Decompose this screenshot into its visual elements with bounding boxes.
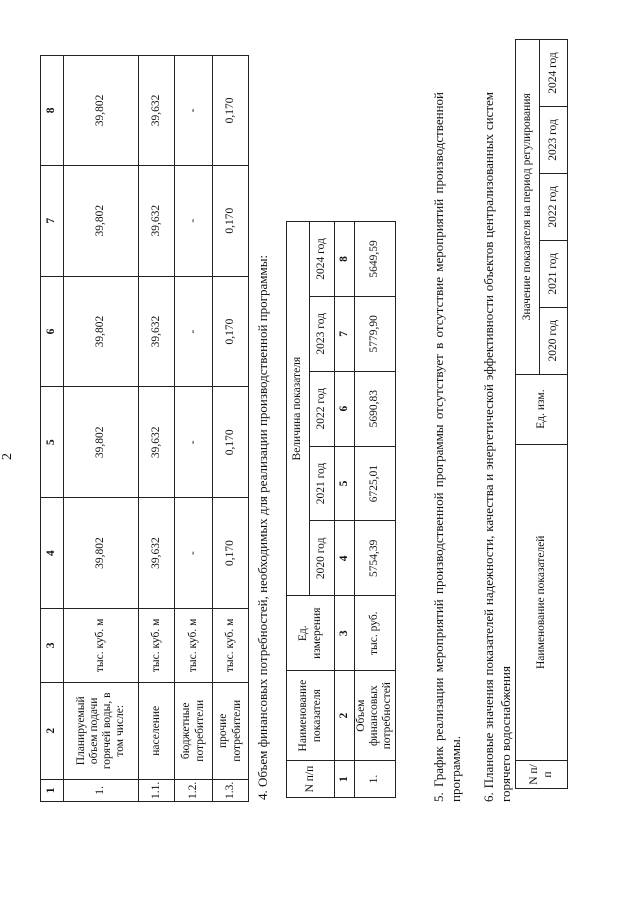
row-value: 39,802 xyxy=(64,276,139,387)
water-volume-table xyxy=(40,55,249,802)
row-value: 0,170 xyxy=(213,276,249,387)
table-row xyxy=(64,56,139,802)
column-number: 6 xyxy=(335,371,355,446)
year-header: 2022 год xyxy=(310,371,335,446)
column-number: 7 xyxy=(41,165,64,276)
row-value: 39,632 xyxy=(139,498,175,609)
column-number: 8 xyxy=(41,56,64,166)
row-value: 5649,59 xyxy=(355,222,396,297)
row-number: 1.1. xyxy=(139,779,175,801)
column-number: 2 xyxy=(41,682,64,779)
year-header: 2021 год xyxy=(310,446,335,521)
row-value: 39,632 xyxy=(139,276,175,387)
row-value: - xyxy=(175,56,213,166)
row-value: 5754,39 xyxy=(355,521,396,596)
column-number: 3 xyxy=(335,596,355,671)
year-header: 2020 год xyxy=(540,307,568,374)
row-name: бюджетные потребители xyxy=(175,682,213,779)
page-number: 2 xyxy=(0,453,15,460)
row-value: 39,632 xyxy=(139,387,175,498)
column-group-header: Значение показателя на период регулирования xyxy=(516,40,540,375)
table-header-row xyxy=(516,40,540,789)
year-header: 2023 год xyxy=(310,296,335,371)
row-value: 39,802 xyxy=(64,387,139,498)
column-header: N п/п xyxy=(516,761,568,789)
row-unit: тыс. руб. xyxy=(355,596,396,671)
column-header: Наименование показателей xyxy=(516,444,568,761)
year-header: 2020 год xyxy=(310,521,335,596)
row-value: - xyxy=(175,498,213,609)
row-value: 5779,90 xyxy=(355,296,396,371)
table-row xyxy=(139,56,175,802)
row-name: Объем финансовых потребностей xyxy=(355,671,396,761)
row-unit: тыс. куб. м xyxy=(213,608,249,682)
row-value: 39,802 xyxy=(64,56,139,166)
row-value: 0,170 xyxy=(213,165,249,276)
column-number: 3 xyxy=(41,608,64,682)
row-value: 39,802 xyxy=(64,165,139,276)
row-name: прочие потребители xyxy=(213,682,249,779)
row-value: 5690,83 xyxy=(355,371,396,446)
column-number: 5 xyxy=(41,387,64,498)
year-header: 2022 год xyxy=(540,173,568,240)
row-number: 1.3. xyxy=(213,779,249,801)
section-4-heading: 4. Объем финансовых потребностей, необходимых для реализации производственной программы: xyxy=(255,254,270,800)
row-value: 0,170 xyxy=(213,498,249,609)
row-value: 39,802 xyxy=(64,498,139,609)
row-unit: тыс. куб. м xyxy=(139,608,175,682)
column-number: 8 xyxy=(335,222,355,297)
row-value: 39,632 xyxy=(139,56,175,166)
row-name: Планируемый объем подачи горячей воды, в том числе: xyxy=(64,682,139,779)
table-row xyxy=(175,56,213,802)
column-number: 1 xyxy=(335,761,355,798)
row-unit: тыс. куб. м xyxy=(175,608,213,682)
row-value: 0,170 xyxy=(213,387,249,498)
table-header-row xyxy=(41,56,64,802)
column-group-header: Величина показателя xyxy=(287,222,310,596)
table-row xyxy=(355,222,396,798)
row-number: 1. xyxy=(64,779,139,801)
column-header: Наименование показателя xyxy=(287,671,335,761)
column-number: 4 xyxy=(335,521,355,596)
row-value: - xyxy=(175,387,213,498)
row-number: 1. xyxy=(355,761,396,798)
indicators-table xyxy=(515,39,568,789)
column-header: N п/п xyxy=(287,761,335,798)
section-5-text: 5. График реализации мероприятий производственной программы отсутствует в отсутствие мероприятий производственной программы. xyxy=(431,92,463,802)
table-number-row xyxy=(335,222,355,798)
row-number: 1.2. xyxy=(175,779,213,801)
column-header: Ед. измерения xyxy=(287,596,335,671)
table-header-row xyxy=(287,222,310,798)
column-number: 2 xyxy=(335,671,355,761)
financial-needs-table xyxy=(286,221,396,798)
column-number: 5 xyxy=(335,446,355,521)
row-name: население xyxy=(139,682,175,779)
year-header: 2024 год xyxy=(310,222,335,297)
column-number: 7 xyxy=(335,296,355,371)
section-6-text: 6. Плановые значения показателей надежности, качества и энергетической эффективности объектов централизованных систем горячего водоснабжения xyxy=(481,92,513,802)
year-header: 2023 год xyxy=(540,107,568,174)
row-value: 6725,01 xyxy=(355,446,396,521)
column-number: 4 xyxy=(41,498,64,609)
row-value: 0,170 xyxy=(213,56,249,166)
row-value: - xyxy=(175,165,213,276)
table-row xyxy=(213,56,249,802)
row-unit: тыс. куб. м xyxy=(64,608,139,682)
year-header: 2024 год xyxy=(540,40,568,107)
column-header: Ед. изм. xyxy=(516,374,568,444)
year-header: 2021 год xyxy=(540,240,568,307)
column-number: 1 xyxy=(41,779,64,801)
row-value: 39,632 xyxy=(139,165,175,276)
row-value: - xyxy=(175,276,213,387)
column-number: 6 xyxy=(41,276,64,387)
